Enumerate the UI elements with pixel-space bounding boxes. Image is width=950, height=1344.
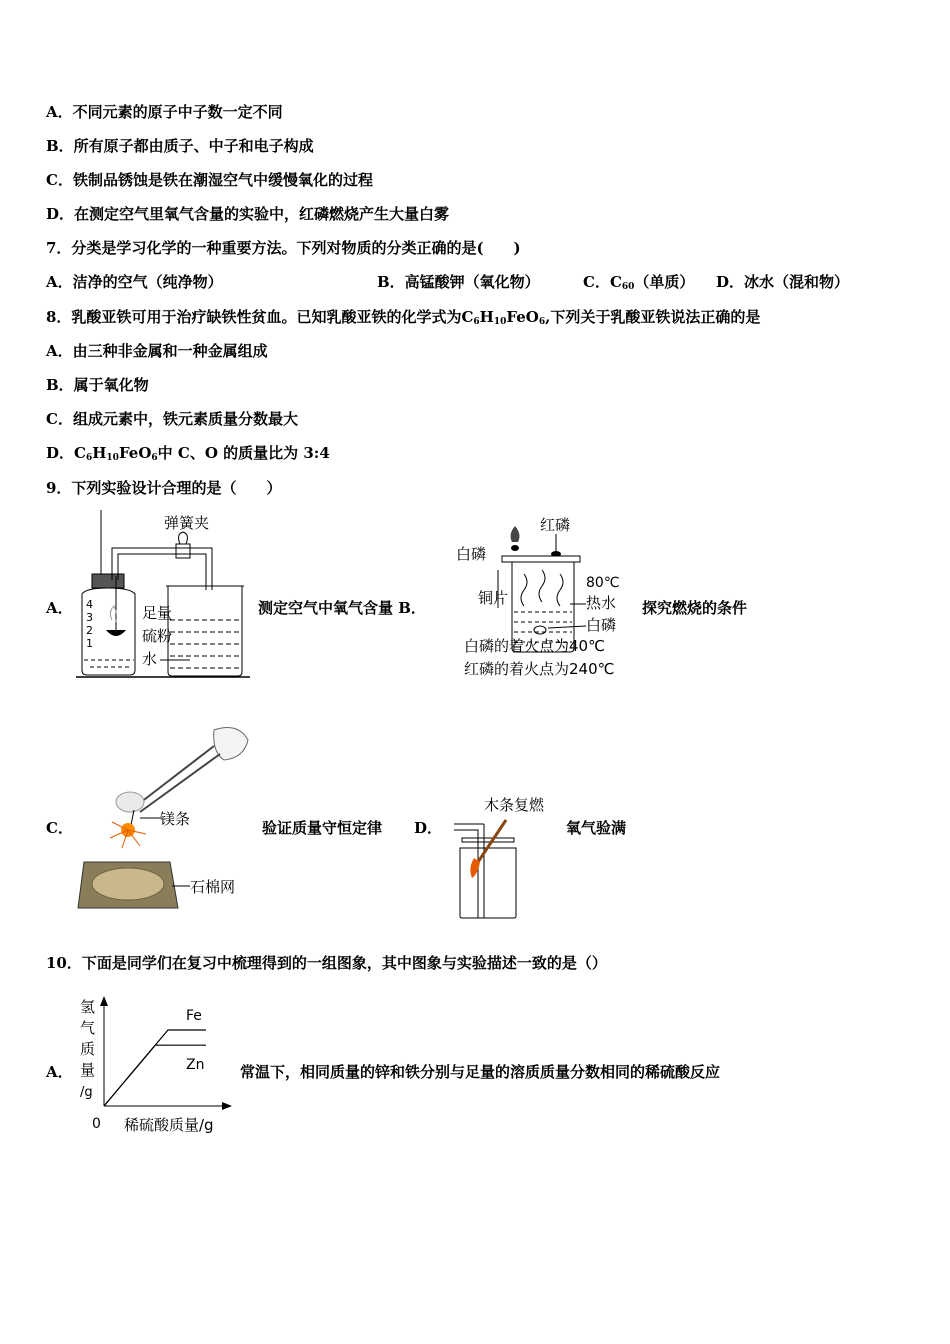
q9-option-c-label: C． [46, 819, 73, 837]
q7-option-c [583, 272, 694, 297]
mark-4: 4 [86, 598, 93, 611]
gauze-label: 石棉网 [190, 878, 236, 896]
q8-option-c: C．组成元素中，铁元素质量分数最大 [46, 410, 298, 428]
white-p-bottom-label: 白磷 [586, 616, 617, 634]
q7-option-c-prefix: C．C [583, 273, 622, 291]
beaker [168, 586, 242, 676]
q9-figure-d [454, 792, 564, 922]
stopper [92, 574, 124, 588]
sulfur-spoon [106, 630, 126, 636]
q6-option-c: C．铁制品锈蚀是铁在潮湿空气中缓慢氧化的过程 [46, 171, 373, 189]
water-label: 水 [142, 650, 158, 668]
q9-figure-c [74, 722, 254, 918]
y-label-char-1: 氢 [80, 998, 96, 1016]
q6-option-a: A．不同元素的原子中子数一定不同 [46, 103, 283, 121]
q8-formula-c-sub: 6 [473, 317, 480, 327]
q10-series-group [104, 1008, 206, 1106]
q9-figure-a [72, 510, 252, 680]
q9-option-a-label: A． [46, 599, 73, 617]
q8-d-suffix: 中 C、O 的质量比为 3:4 [157, 444, 330, 462]
red-p-label: 红磷 [540, 516, 571, 534]
mark-1: 1 [86, 637, 93, 650]
q8-option-b: B．属于氧化物 [46, 376, 149, 394]
rekindle-label: 木条复燃 [484, 796, 545, 814]
sulfur-label-1: 足量 [142, 604, 173, 622]
q8-d-prefix: D． [46, 444, 75, 462]
copper-plate [502, 556, 580, 562]
q9-stem: 9．下列实验设计合理的是（ ） [46, 479, 282, 497]
q8-formula-feo: FeO [506, 308, 539, 326]
y-label-char-3: 质 [80, 1040, 96, 1058]
q10-option-a-label: A． [46, 1063, 73, 1081]
y-label-char-2: 气 [80, 1019, 96, 1037]
copper-label: 铜片 [478, 589, 509, 607]
q8-d-o-sub: 6 [151, 453, 158, 463]
q8-d-feo: FeO [118, 444, 152, 462]
mg-label: 镁条 [160, 810, 191, 828]
wood-splint [474, 820, 506, 868]
white-p-top-label: 白磷 [456, 545, 487, 563]
q10-graph [76, 994, 236, 1136]
mark-3: 3 [86, 611, 93, 624]
q8-formula-c: C [461, 308, 474, 326]
q8-formula-o-sub: 6 [538, 317, 546, 327]
smoke [116, 792, 144, 812]
q10-stem: 10．下面是同学们在复习中梳理得到的一组图象，其中图象与实验描述一致的是（） [46, 954, 607, 972]
q8-stem-suffix: ,下列关于乳酸亚铁说法正确的是 [545, 308, 761, 326]
x-axis-label: 稀硫酸质量/g [124, 1116, 214, 1134]
q8-stem-prefix: 8．乳酸亚铁可用于治疗缺铁性贫血。已知乳酸亚铁的化学式为 [46, 308, 462, 326]
q8-option-d [46, 443, 330, 468]
q8-d-c: C [74, 444, 86, 462]
white-p-underwater [534, 626, 546, 634]
clip-label: 弹簧夹 [164, 514, 210, 532]
q7-option-d: D．冰水（混和物） [716, 273, 850, 291]
q8-d-c-sub: 6 [85, 453, 93, 463]
temp-label: 80℃ [586, 575, 620, 591]
tongs [136, 746, 214, 806]
flame [511, 526, 520, 542]
hot-water-label: 热水 [586, 594, 617, 612]
q7-option-b: B．高锰酸钾（氧化物） [377, 273, 540, 291]
q9-option-a-text: 测定空气中氧气含量 B． [258, 599, 426, 617]
q6-option-b: B．所有原子都由质子、中子和电子构成 [46, 137, 314, 155]
q7-option-a: A．洁净的空气（纯净物） [46, 273, 223, 291]
q8-d-h: H [92, 444, 107, 462]
q8-d-h-sub: 10 [106, 453, 119, 463]
origin-label: 0 [92, 1116, 101, 1132]
q8-option-a: A．由三种非金属和一种金属组成 [46, 342, 268, 360]
note2: 红磷的着火点为240℃ [464, 660, 615, 678]
series-line-zn [104, 1045, 206, 1106]
q7-option-c-sub: 60 [621, 282, 635, 292]
clamp [176, 544, 190, 558]
series-label-fe: Fe [186, 1008, 202, 1024]
series-label-zn: Zn [186, 1057, 205, 1074]
q9-option-d-label: D． [414, 819, 443, 837]
note1: 白磷的着火点为40℃ [464, 637, 605, 655]
q9-option-b-text: 探究燃烧的条件 [642, 599, 748, 617]
q6-option-d: D．在测定空气里氧气含量的实验中，红磷燃烧产生大量白雾 [46, 205, 450, 223]
gas-bottle [460, 848, 516, 918]
q8-formula-h: H [479, 308, 494, 326]
y-label-char-4: 量 [80, 1061, 96, 1079]
q8-formula-h-sub: 10 [493, 317, 507, 327]
q9-figure-b [452, 512, 642, 684]
q7-stem: 7．分类是学习化学的一种重要方法。下列对物质的分类正确的是( ) [46, 239, 521, 257]
q9-option-c-text: 验证质量守恒定律 [262, 819, 383, 837]
mark-2: 2 [86, 624, 93, 637]
q8-stem [46, 307, 760, 332]
q10-option-a-text: 常温下，相同质量的锌和铁分别与足量的溶质质量分数相同的稀硫酸反应 [240, 1063, 721, 1081]
sulfur-label-2: 硫粉 [142, 627, 173, 645]
q7-option-c-suffix: （单质） [634, 273, 695, 291]
q9-option-d-text: 氧气验满 [566, 819, 627, 837]
y-label-unit: /g [80, 1085, 93, 1100]
